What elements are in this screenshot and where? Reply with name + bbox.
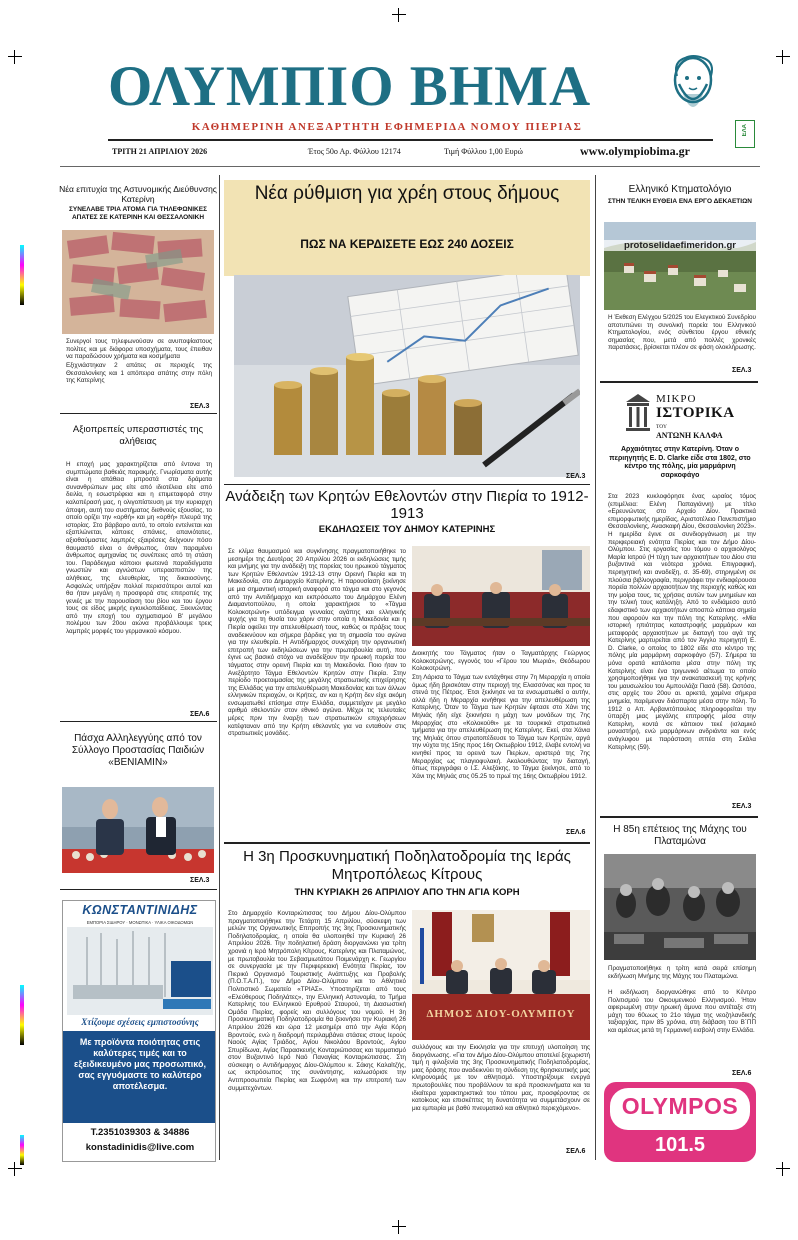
ad-photo [67,927,213,1015]
page-ref[interactable]: ΣΕΛ.6 [566,1148,586,1155]
cretan-text-left: Σε κλίμα θαυμασμού και συγκίνησης πραγματοποιήθηκε το μεσημέρι της Δευτέρας 20 Απριλίου 2026 οι εκδηλώσεις τιμής και μνήμης για την ανάδειξη της πορείας του ηρωικού τάγματος των Κρητών Εθελοντών 1912-13 στην Ορεινή Πιερία και τη Μακεδονία, στο Δημαρχείο Κατερίνης. Η παρουσίαση ξεκίνησε με μια σημαντική ιστορική αναφορά στο τάγμα και στο γεγονός από την Αντιδήμαρχο και εκπρόσωπο του Δημάρχου Ελένη Διαμαντοπούλου, η οποία χαρακτήρισε το «Τάγμα Κολοκοτρώνη» υπόδειγμα γενναίας αγάπης και ελληνικής ψυχής για τη θυσία του χάριν στην οποία η Μακεδονία και η Πιερία οφείλει την απελευθέρωσή τους, καθώς οι πράξεις τους αναδεικνύουν και σήμερα βάρδιες για τη σημασία του αγώνα για την ελευθερία. Η Αντιδήμαρχος συνεχάρη την οργανωτική επιτροπή των εκδηλώσεων για την πρωτοβουλία αυτή, που έγινε ως βασικό στόχο να αναδείξουν την ηρωική πορεία του τάγματος στην ορεινή Πιερία και τη Μακεδονία. Ποιο ήταν το Ανεξάρτητο Τάγμα Εθελοντών Κρητών στην Πιερία. Στην περίοδο προετοιμασίας της μεγάλης στρατιωτικής επιχείρησης της Ελλάδας για την απελευθέρωση Μακεδονίας και των άλλων ελληνικών περιοχών, οι Κρήτες, αν και η Κρήτη δεν είχε ακόμη ενσωματωθεί επίσημα στην Ελλάδα, συμμετείχαν με μεγάλο αριθμό εθελοντών στον εθνικό αγώνα. Μέχρι τις τελευταίες μέρες πριν την έναρξη των στρατιωτικών επιχειρήσεων κατέφταναν από την Κρήτη εθελοντές για να ενταθούν στις στρατιωτικές μονάδες. [228,548,406,738]
website-link[interactable]: www.olympiobima.gr [580,144,691,158]
column-divider [219,175,220,1160]
bike-meeting-photo [412,910,590,1040]
masthead-subtitle: ΚΑΘΗΜΕΡΙΝΗ ΑΝΕΞΑΡΤΗΤΗ ΕΦΗΜΕΡΙΔΑ ΝΟΜΟΥ ΠΙΕΡΙΑΣ [191,121,583,133]
cadastre-subtitle: ΣΤΗΝ ΤΕΛΙΚΗ ΕΥΘΕΙΑ ΕΝΑ ΕΡΓΟ ΔΕΚΑΕΤΙΩΝ [608,198,752,205]
cadastre-title: Ελληνικό Κτηματολόγιο [628,184,732,195]
color-bar [20,985,24,1045]
section-rule [600,816,758,818]
platamon-title: Η 85η επέτειος της Μάχης του Πλαταμώνα [613,824,747,847]
section-rule [224,484,590,485]
crop-mark [776,50,790,64]
truth-text: Η εποχή μας χαρακτηρίζεται από έντονα τη συμπτώματα βαθειάς παρακμής. Γνωρίσματα αυτής είναι η απάθεια μπροστά στα δράματα συνανθρώπων μας είτε από ιδιοτέλεια είτε από δειλία, η εσωστρέφεια και η επιμεταφορά στην καλοπέρασή μας, η ολιγοπίστευση με την κυριαρχη άποψη, αυτή του συστήματος διεθνούς εξουσίας, το οποίο ορίζει την «ορθή» και μη «ορθή» πλευρά της ιστορίας. Στο βάρβαρο αυτό, το οποίο εντείνεται και εξαπλώνεται, κάποιες σπάνιες, απανιότατες, αξιοθαύμαστες λαμπρές εξαιρέσεις δείχνουν πόσο θαυμαστό είναι ο άνθρωπος, όταν παραμένει άνθρωπος αμηχανίας τις συνέπειες από τη στάση του. Παράδειγμα κάποιοι φωτεινά παραδείγματα γνωστών και αγνώστων υπερασπιστών της αλήθειας, της ελευθερίας, της δικαιοσύνης. Ασφαλώς υπήρξαν πολλοί περισσότεροι αυτοί και θα ήταν μεγάλη η προσφορά στις επιτροπές της γενιές με την παρουσίαση του βίου και του έργου τους σε είδος μικρής εγκυκλοπαίδειας. Ξεκινώντας από την εποχή του σχηματισμού Β' μεγάλου πολέμου των 20ου αιώνα προβάλλουμε τρεις λαμπρές μορφές του γερμανικού κόσμου. [66,461,212,636]
page-ref[interactable]: ΣΕΛ.6 [190,711,210,718]
section-rule [60,889,217,890]
cadastre-photo [604,222,756,310]
header-rule [60,166,760,167]
ad-email[interactable]: konstadinidis@live.com [85,1142,195,1153]
ela-badge: ΕΛΑ [735,120,755,148]
police-subtitle: ΣΥΝΕΛΑΒΕ ΤΡΙΑ ΑΤΟΜΑ ΓΙΑ ΤΗΛΕΦΩΝΙΚΕΣ ΑΠΑΤΕΣ ΣΕ ΚΑΤΕΡΙΝΗ ΚΑΙ ΘΕΣΣΑΛΟΝΙΚΗ [68,206,207,221]
bike-text-left: Στο Δημαρχείο Κονταριώτισσας του Δήμου Δίου-Ολύμπου πραγματοποιήθηκε την Τετάρτη 15 Απριλίου, σύσκεψη των μελών της Οργανωτικής Επιτροπής της 3ης Προσκυνηματικής Ποδηλατοδρομίας, η οποία θα υλοποιηθεί την Κυριακή 26 Απριλίου 2026. Την ποδηλατική δράση διοργανώνει για τρίτη χρονιά η Ιερά Μητρόπολη Κίτρους, Κατερίνης και Πλαταμώνος, με πρωτοβουλία του Σεβασμιωτάτου Ποιμενάρχη κ. Γεωργίου σε συνεργασία με την Περιφερειακή Ενότητα Πιερίας, τον Πιερικό Οργανισμό Τουριστικής Ανάπτυξης και Προβολής (Π.Ο.Τ.Α.Π.), τον Δήμο Δίου-Ολύμπου και το Αθλητικό Πολιτιστικό Σωματείο «ΤΡΙΑΣ». Υποστηρίζεται από τους «Ελεύθερους Ποδηλάτες», την Ελληνική Αστυνομία, το Τμήμα Κατερίνης του Ελληνικού Ερυθρού Σταυρού, τη Διασωστική Ομάδα Πιερίας, φορείς και συλλόγους του νομού. Η 3η Προσκυνηματική Ποδηλατοδρομία θα ξεκινήσει την Κυριακή 26 Απριλίου 2026 και ώρα 12 μεσημέρι από την Αγία Κόρη Βροντούς, ενώ η διαδρομή περιλαμβάνει στάσεις στους Ιερούς Ναούς Αγίας Τριάδος, Αγίου Νικολάου Βροντούς, Αγίου Σπυρίδωνα, Αγίας Παρασκευής Κονταριώτισσας και τερματισμό στον Βυζαντινό Ιερό Ναό Παναγίας Κονταριώτισσας. Στη σύσκεψη ο Αντιδήμαρχος Δίου-Ολύμπου κ. Σάκης Καλαϊτζής, ως εκπρόσωπος της συνάντησης, καλωσόρισε την Αντιπροσωπεία Πιερίας και Σωφρόνη και την επιτροπή των συμμετεχόντων. [228,910,406,1092]
bike-title: Η 3η Προσκυνηματική Ποδηλατοδρομία της Ιεράς Μητροπόλεως Κίτρους [243,848,571,883]
history-logo-top: ΜΙΚΡΟ [656,393,697,405]
easter-title: Πάσχα Αλληλεγγύης από τον Σύλλογο Προστασίας Παιδιών «ΒΕΝΙΑΜΙΝ» [71,733,205,768]
page-ref[interactable]: ΣΕΛ.6 [566,829,586,836]
history-logo-main: ΙΣΤΟΡΙΚΑ [656,405,735,421]
issue-number: Έτος 50ο Αρ. Φύλλου 12174 [308,147,401,156]
platamon-photo [604,854,756,960]
platamon-text: Η εκδήλωση διοργανώθηκε από το Κέντρο Πολιτισμού του Οικουμενικού Ελληνισμού. Ήταν αφιερωμένη στην ηρωική άμυνα που αντέταξε στη μάχη του 60ωως το 21ο τάγμα της νεοζηλανδικής ταξιαρχίας, πριν 85 χρόνια, στη διάβαση του Β΄ΠΠ και αμέσως μετά τη Γερμανική εισβολή στην Ελλάδα. [608,989,756,1034]
history-logo-author: ΑΝΤΩΝΗ ΚΑΛΦΑ [656,431,723,440]
page-ref[interactable]: ΣΕΛ.3 [732,803,752,810]
masthead-rule [108,139,713,141]
zeus-logo [663,54,725,122]
section-rule [224,842,590,844]
issue-price: Τιμή Φύλλου 1,00 Ευρώ [444,147,523,156]
crop-mark [392,8,406,22]
cretan-caption: Διοικητής του Τάγματος ήταν ο Ταγματάρχης Γεώργιος Κολοκοτρώνης, εγγονός του «Γέρου του Μωριά», Θεόδωρου Κολοκοτρώνη. [412,650,590,673]
history-logo-by: ΤΟΥ [656,424,667,430]
banner-text: ΔΗΜΟΣ ΔΙΟΥ-ΟΛΥΜΠΟΥ [426,1008,576,1020]
page-ref[interactable]: ΣΕΛ.3 [566,473,586,480]
crop-mark [776,1162,790,1176]
history-text: Στα 2023 κυκλοφόρησε ένας ωραίος τόμος (επιμέλεια: Ελένη Παπαγιάννη) με τίτλο «Ερευνώντας στο Αρχαίο Δίον. Πρακτικά επιμορφωτικής ημερίδας, Αριστοτέλειο Πανεπιστήμιο Θεσσαλονίκης, Ανασκαφή Δίου, Θεσσαλονίκη 2023». Η ημερίδα έγινε σε συνδιοργάνωση με την περιφερειακή ενότητα Πιερίας και τον Δήμο Δίου-Ολύμπου. Στις εργασίες του τόμου ο αρχαιολόγος Μαρία Ιατρού (Η τύχη των αρχαιοτήτων του Δίου στα βυζαντινά και νεότερα χρόνια. Επιγραφική, περιηγητική και αναδείξη, σ. 35-69), στηριγμένη σε πλούσια βιβλιογραφία, περιγράφει την ενδιαφέρουσα πορεία πολλών αρχαιοτήτων της περιοχής καθώς και την μοίρα τους, τις χρήσεις αυτών των μνημείων και την τελική τους κατάληξη. Από το ενδιάμεσο αυτό εδαφιστικό των αρχαιοτήτων αποσπώ κάποια σημεία που αφορούν και την πόλη της Κατερίνης. «Μία ιστορική ηπιότητας καταστροφής μαρμάρων και μεταφοράς αρχαιοτήτων με διαταγή του αγά της Κατερίνης μαρτυρείται από τον Άγγλο περιηγητή E. D. Clarke, ο οποίος το 1802 είδε στο κέντρο της πόλης μία μαρμάρινη σαρκοφάγο (57). Σήμερα τα μόνα ορατά κατάλοιπα μέσα στην πόλη της Κατερίνης είναι ένα τριγωνικό αέτωμα το οποίο χρησιμοποιήθηκε για την ανακατασκευή της κρήνης του μαυσωλείου του Αμπουλάζα Πασά (58). Ωστόσο, στις αρχές του 20ου αι. αρκετά, χαμένα σήμερα μνημεία, παρέμεναν διάσπαρτα μέσα στην πόλη. Το 1912 ο Απ. Αρβανιτόπουλος πληροφορείται την ύπαρξη μιας μεγάλης επιτροφής μέσα στην Κατερίνη, κοντά σε κάποιον τεκέ (ισλαμικό μοναστήρι), ενώ μαρμάρινων ανδριάντα και ενός ανάγλυφου με παράσταση ιππέα στη Σκάλα Κατερίνης (59). [608,493,756,751]
coins-photo [234,275,580,477]
bike-text-right: συλλόγους και την Εκκλησία για την επιτυχή υλοποίηση της διοργάνωσης. «Για τον Δήμο Δίου-Ολύμπου αποτελεί ξεχωριστή τιμή η φιλοξενία της 3ης Προσκυνηματικής Ποδηλατοδρομίας, μιας δράσης που αναδεικνύει τη σύνδεση της θρησκευτικής μας κληρονομιάς με τον αθλητισμό. Υποστηρίζουμε ενεργά πρωτοβουλίες που προβάλλουν τα ιερά προσκυνήματα και τα ιδιαίτερα χαρακτηριστικά του τόπου μας, προσφέροντας σε κατοίκους και επισκέπτες τη δυνατότητα να συμμετάσχουν σε μια εμπειρία με βαθύ πνευματικό και αθλητικό περιεχόμενο». [412,1044,590,1112]
issue-date: ΤΡΙΤΗ 21 ΑΠΡΙΛΙΟΥ 2026 [112,147,208,156]
konstantinidis-ad[interactable] [62,900,216,1162]
ad-promo: Με προϊόντα ποιότητας στις καλύτερες τιμές και το εξειδικευμένο μας προσωπικό, σας εγγυόμαστε το καλύτερο αποτέλεσμα. [63,1031,216,1123]
ad-brand: ΚΩΝΣΤΑΝΤΙΝΙΔΗΣ [82,903,198,917]
cretan-text-right: Στη Λάρισα το Τάγμα των εντάχθηκε στην 7η Μεραρχία η οποία όμως ήδη βρισκόταν στην περιοχή της Ελασσόνας και προς τα στενά της Πέτρας. Έτσι ξεκίνησε να τα ενσωματωθεί ο αυτήν, αλλά ήδη η Μεραρχία κινήθηκε για την απελευθέρωση της Κατερίνης. Όταν το Τάγμα των Κρητών έφτασε στο Χάνι της Μηλιάς ήδη είχε ξεκινήσει η μάχη των μονάδων της 7ης Μεραρχίας στο «Κολοκούθι» με τα τουρκικά στρατιωτικά τμήματα για την απελευθέρωση της Κατερίνης. Εκεί, στα Χάνια της Μηλιάς όπου στρατοπέδευσε το Τάγμα των Κρητών, αργά την νύχτα της 15ης προς 16η Οκτωβρίου 1912, έλαβε εντολή να κινηθεί προς τα ορεινά των Πιερίων, αριστερά της 7ης Μεραρχίας ως πλαγιοφυλακή. Ακολουθώντας την διαταγή, όπως περιγράφει ο Ι.Σ. Αλεξάκης, το Τάγμα ξεκίνησε, από το Χάνι της Μηλιάς στις 05.25 το πρωί της 16ης Οκτωβρίου 1912. [412,674,590,780]
ad-slogan: Χτίζουμε σχέσεις εμπιστοσύνης [81,1017,199,1027]
page-ref[interactable]: ΣΕΛ.3 [190,877,210,884]
page-ref[interactable]: ΣΕΛ.3 [190,403,210,410]
page-ref[interactable]: ΣΕΛ.6 [732,1070,752,1077]
cretan-event-photo [412,546,590,646]
easter-photo [62,787,214,873]
cretan-subtitle: ΕΚΔΗΛΩΣΕΙΣ ΤΟΥ ΔΗΜΟΥ ΚΑΤΕΡΙΝΗΣ [318,524,496,535]
section-rule [60,413,217,414]
bike-subtitle: ΤΗΝ ΚΥΡΙΑΚΗ 26 ΑΠΡΙΛΙΟΥ ΑΠΟ ΤΗΝ ΑΓΙΑ ΚΟΡΗ [294,887,520,898]
debts-title: Νέα ρύθμιση για χρέη στους δήμους [254,183,560,204]
color-bar [20,1135,24,1165]
section-rule [60,721,217,722]
debts-subtitle: ΠΩΣ ΝΑ ΚΕΡΔΙΣΕΤΕ ΕΩΣ 240 ΔΟΣΕΙΣ [300,237,514,251]
police-text: Εξιχνιάστηκαν 2 απάτες σε περιοχές της Θεσσαλονίκης και 1 απόπειρα απάτης στην πόλη της Κατερίνης [66,362,212,385]
olympos-radio-ad[interactable] [604,1082,756,1162]
radio-name: OLYMPOS [621,1093,739,1119]
column-divider [595,175,596,1160]
section-rule [600,381,758,383]
watermark-text: protoselidaefimeridon.gr [604,240,756,251]
money-photo [62,230,214,334]
color-bar [20,245,24,305]
platamon-caption: Πραγματοποιήθηκε η τρίτη κατά σειρά επίσημη εκδήλωση Μνήμης της Μάχης του Πλαταμώνα. [608,965,756,980]
crop-mark [8,50,22,64]
page-ref[interactable]: ΣΕΛ.3 [732,367,752,374]
radio-frequency: 101.5 [654,1134,706,1156]
ad-phone[interactable]: T.2351039303 & 34886 [90,1127,190,1138]
police-caption: Συνεργοί τους τηλεφωνούσαν σε ανυποψίαστους πολίτες και με διάφορα υποσχήματα, τους έπειθαν να παραδώσουν χρήματα και κοσμήματα [66,338,212,361]
column-icon [624,392,652,432]
masthead-title: ΟΛΥΜΠΙΟ ΒΗΜΑ [108,55,592,118]
truth-title: Αξιοπρεπείς υπερασπιστές της αλήθειας [72,424,204,447]
cretan-title: Ανάδειξη των Κρητών Εθελοντών στην Πιερία το 1912-1913 [225,488,589,522]
crop-mark [392,1220,406,1234]
history-lead: Αρχαιότητες στην Κατερίνη. Όταν ο περιηγητής E. D. Clarke είδε στα 1802, στο κέντρο της πόλης, μία μαρμάρινη σαρκοφάγο [609,446,751,479]
cadastre-text: Η Έκθεση Ελέγχου 5/2025 του Ελεγκτικού Συνεδρίου αποτυπώνει τη συνολική πορεία του Ελληνικού Κτηματολογίου, ενός σύνθετου έργου εθνικής σημασίας που, μετά από πολλές χρονικές παρατάσεις, βρίσκεται πλέον σε φάση ολοκλήρωσης. [608,314,756,352]
police-title: Νέα επιτυχία της Αστυνομικής Διεύθυνσης Κατερίνη [59,184,217,204]
ad-tagline: ΕΜΠΟΡΙΑ ΣΙΔΗΡΟΥ · ΜΟΝΩΤΙΚΑ · ΥΛΙΚΑ ΟΙΚΟΔΟΜΩΝ [86,920,194,925]
